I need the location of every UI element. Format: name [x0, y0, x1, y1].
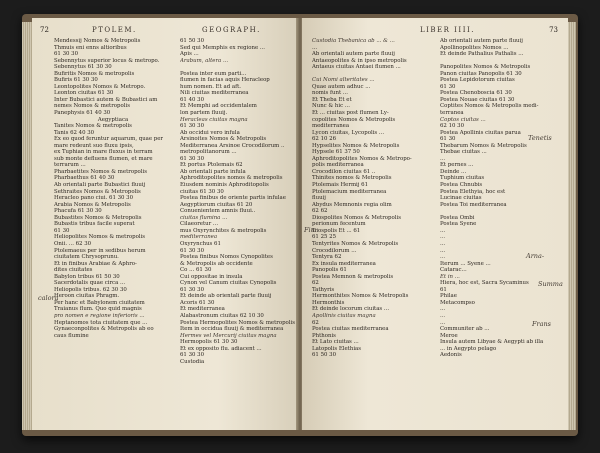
- text-line: Pharbaethus 61 40 30: [54, 175, 115, 182]
- text-line: Hermonthis: [312, 299, 345, 306]
- text-line: Catarac...: [440, 267, 467, 274]
- text-line: Postea Toi mediterranea: [440, 201, 507, 208]
- text-line: ex Tuphian in mare fluxus in terram: [54, 149, 153, 156]
- text-line: Postea Lepidotorum ciuitas: [440, 77, 515, 84]
- text-line: Postea Syene: [440, 221, 477, 228]
- text-line: Lucinae ciuitas: [440, 195, 482, 202]
- text-line: Pharbaetites Nomos & metropolis: [54, 168, 147, 175]
- text-line: Tanis 62 40 30: [54, 129, 95, 136]
- text-line: ...: [440, 234, 446, 241]
- text-line: Ab orientali autem parte fluuij: [312, 51, 395, 58]
- text-line: 62 10 26: [312, 136, 337, 143]
- text-line: 61 30 30: [180, 123, 205, 130]
- text-line: Cui oppositae in insula: [180, 273, 243, 280]
- text-line: Apis ...: [180, 51, 199, 58]
- text-line: Postea Hermopolites Nomos & metropolis: [180, 319, 296, 326]
- text-line: Acoris 61 30: [180, 299, 215, 306]
- text-line: Alabastronum ciuitas 62 10 30: [180, 312, 264, 319]
- text-line: Et deinde ab orientali parte fluuij: [180, 293, 272, 300]
- text-line: Apollinis ciuitas magna: [312, 312, 376, 319]
- text-line: Antaeus ciuitas Antaei flumen ...: [312, 64, 401, 71]
- text-line: & Metropolis ab occidente: [180, 260, 253, 267]
- text-line: Postea finibus Nomos Cynopolites: [180, 254, 273, 261]
- page-number: 73: [549, 26, 558, 34]
- text-line: 61 30: [54, 227, 70, 234]
- margin-note: Fin:: [304, 226, 317, 234]
- text-line: Postea Memnon & metropolis: [312, 273, 394, 280]
- text-line: pro nomen e regione inferioris ...: [54, 312, 145, 319]
- text-line: ciuitas 61 30 30: [180, 188, 224, 195]
- text-line: Metacompso: [440, 299, 475, 306]
- text-line: Leontopolites Nomos & Metropo.: [54, 83, 146, 90]
- text-line: 61 50 30: [180, 38, 205, 44]
- text-line: Sacerdotalis quae circa ...: [54, 280, 126, 287]
- text-line: polis mediterranea: [312, 162, 364, 169]
- text-line: nemes Nomos & metropolis: [54, 103, 130, 110]
- text-line: Nunc & hic ...: [312, 103, 350, 110]
- text-line: terranea: [440, 110, 464, 117]
- text-line: metropolitanorum ...: [180, 149, 237, 156]
- text-line: Ab occidui vero infula: [180, 129, 240, 136]
- text-line: Ex eo quod feruntur aquarum, quae per: [54, 136, 163, 143]
- text-line: Tuphium ciuitas: [440, 175, 485, 182]
- text-line: caus flumine: [54, 332, 89, 339]
- text-line: Crocodilon ciuitas 61 ..: [312, 168, 376, 175]
- text-line: Ptolemacium mediterranea: [312, 188, 387, 195]
- text-line: Hypselites Nomos & Metropolis: [312, 142, 400, 149]
- text-line: Oxyrynchus 61: [180, 240, 221, 247]
- text-line: ciuitatem Chrysoprunu.: [54, 254, 119, 261]
- running-header-left: PTOLEM.: [92, 26, 137, 34]
- text-line: Co ... 61 30: [180, 267, 212, 274]
- text-line: Aegyptiaca: [97, 116, 129, 123]
- text-line: Ex insula mediterranea: [312, 260, 376, 267]
- text-line: fluuij: [312, 195, 326, 202]
- text-line: Sed qui Memphis ex regione ...: [180, 44, 266, 51]
- text-line: 61 25 25: [312, 234, 337, 241]
- text-line: Et in ...: [440, 273, 460, 280]
- text-line: Cynon vel Canum ciuitas Cynopolis: [180, 280, 277, 287]
- text-line: 62: [312, 280, 319, 287]
- text-line: 61 30 30: [180, 247, 205, 254]
- text-line: ...: [440, 247, 446, 254]
- text-line: ... in Aegypto pelago: [440, 345, 497, 352]
- text-line: Ptolemais Hermij 61: [312, 182, 369, 189]
- text-line: ...: [440, 227, 446, 234]
- text-line: Gynaeconpolites & Metropolis ab eo: [54, 326, 154, 333]
- running-header: LIBER IIII.: [420, 26, 475, 34]
- text-line: 62 62: [312, 208, 328, 215]
- text-line: Insula autem Libyae & Aegypti ab illa: [440, 339, 544, 346]
- text-line: mus Oxyrynchites & metropolis: [180, 227, 267, 234]
- text-line: 61 30 30: [180, 352, 205, 359]
- text-line: Et Memphi ad occidentalem: [180, 103, 257, 110]
- text-line: Tanites Nomos & metropolis: [54, 123, 132, 130]
- text-line: Postea Elethyia, hoc est: [440, 188, 506, 195]
- text-line: Heroon ciuitas Phragm.: [54, 293, 120, 300]
- margin-note: Tenetis: [528, 134, 552, 142]
- text-line: Traianus flum. Quo quid magnis: [54, 306, 142, 313]
- text-line: ...: [440, 306, 446, 313]
- text-line: Item in occidua fluuij & mediterranea: [180, 326, 284, 333]
- text-line: Hermes vel Mercurij ciuitas magna: [180, 332, 277, 339]
- page-edges-left: [22, 22, 32, 430]
- text-line: 62 10 30: [440, 123, 465, 130]
- text-line: copolites Nomos & Metropolis: [312, 116, 396, 123]
- text-line: Et ex opposito flu. adiacent ...: [180, 345, 262, 352]
- text-line: Cui Nomi alteritates ...: [312, 77, 375, 84]
- text-line: Bubastites Nomos & Metropolis: [54, 214, 142, 221]
- text-line: Mediterranea Arsinoe Crocodilorum ..: [180, 142, 285, 149]
- text-line: Panephysis 61 40 30: [54, 110, 111, 117]
- text-line: Thmuis eni enns altioribus: [54, 44, 127, 51]
- text-line: Coptites Nomos & Metropolis medi-: [440, 103, 539, 110]
- text-line: Et mediterranea: [180, 306, 225, 313]
- text-line: 61 30 30: [180, 155, 205, 162]
- text-line: hum nomen. Et ad aft.: [180, 83, 241, 90]
- text-line: Et deinde locorum ciuitas ...: [312, 306, 390, 313]
- page-number: 72: [40, 26, 49, 34]
- text-line: ...: [440, 254, 446, 261]
- text-line: Postea Ombi: [440, 214, 475, 221]
- text-line: Coptos ciuitas ...: [440, 116, 486, 123]
- text-line: Sethraites Nomos & Metropolis: [54, 188, 141, 195]
- text-line: Thebae ciuitas ...: [440, 149, 487, 156]
- text-line: Hypsele 61 37 50: [312, 149, 360, 156]
- text-line: ...: [312, 44, 318, 51]
- text-line: Custodia Thebanica ab ... & ...: [312, 38, 395, 44]
- text-line: sub monte defluens flumen, et mare: [54, 155, 153, 162]
- text-line: Aphroditopolites Nomos & Metropo-: [312, 155, 412, 162]
- text-line: mediterranea: [180, 234, 218, 241]
- text-line: Postea inter eum parti...: [180, 70, 247, 77]
- text-line: Philae: [440, 293, 457, 300]
- text-line: dites ciuitates: [54, 267, 93, 274]
- text-line: ...: [440, 312, 446, 319]
- text-line: ...: [440, 319, 446, 326]
- text-line: Panopolites Nomos & Metropolis: [440, 64, 531, 71]
- text-line: Postea Apollinis ciuitas parua: [440, 129, 521, 136]
- text-line: Babylon tribus 61 50 30: [54, 273, 120, 280]
- text-line: Mendessij Nomos & Metropolis: [54, 38, 141, 44]
- text-line: Ab orientali autem parte fluuij: [440, 38, 523, 44]
- text-line: mediterranea: [312, 123, 350, 130]
- text-line: 62: [312, 319, 319, 326]
- text-line: Heracleo pano ciui. 61 30 30: [54, 195, 134, 202]
- text-line: flumen in facias aquis Heracleop: [180, 77, 270, 84]
- text-line: Thinites nomos & Metropolis: [312, 175, 392, 182]
- text-line: Et portus Ptolemais 62: [180, 162, 243, 169]
- text-line: Meroe: [440, 332, 458, 339]
- text-line: Per hanc et Babylonem ciuitatem: [54, 299, 145, 306]
- text-column-2: [440, 38, 558, 359]
- text-line: Diospolis Et ... 61: [312, 227, 361, 234]
- text-line: 61: [440, 286, 447, 293]
- text-line: Arabum, altera ...: [180, 57, 229, 64]
- text-line: Panopolis 61: [312, 267, 347, 274]
- text-line: Panon ciuitas Panopolis 61 30: [440, 70, 522, 77]
- text-line: Aegyptiorum ciuitas 61 20: [180, 201, 253, 208]
- text-line: Et Theba Et et: [312, 96, 352, 103]
- text-line: Bufiritis Nomos & metropolis: [54, 70, 135, 77]
- text-line: Et ... ciuitas post flumen Ly-: [312, 110, 389, 117]
- right-page: [302, 18, 568, 430]
- text-line: Abydus Memnonis regia olim: [312, 201, 392, 208]
- text-line: Hiera, hoc est, Sacra Sycaminus: [440, 280, 529, 287]
- text-line: Et Lato ciuitas ...: [312, 339, 359, 346]
- text-line: Tentyrites Nomos & Metropolis: [312, 240, 399, 247]
- text-line: Antaeopolites & in ipso metropolis: [312, 57, 407, 64]
- running-header-right: GEOGRAPH.: [202, 26, 261, 34]
- text-line: Et deinde Pathalius Pathalis ...: [440, 51, 524, 58]
- text-line: Diospolites Nomos & Metropolis: [312, 214, 401, 221]
- text-line: Hermopolis 61 30 30: [180, 339, 238, 346]
- text-line: Hermonthites Nomos & Metropolis: [312, 293, 409, 300]
- text-line: Ab orientali parte Bubastici fluuij: [54, 182, 146, 189]
- text-line: Ab orientali parte infula: [180, 168, 246, 175]
- text-line: Heliopolis tribus. 62 30 30: [54, 286, 127, 293]
- text-line: Tentyra 62: [312, 254, 342, 261]
- text-line: 61 30 30: [54, 51, 79, 58]
- text-line: Postea Chenoboscia 61 30: [440, 90, 512, 97]
- text-line: Iterum ... Syene ...: [440, 260, 491, 267]
- text-line: Latopolis Elethias: [312, 345, 362, 352]
- text-line: Custodia: [180, 358, 205, 365]
- text-column-1: [54, 38, 172, 339]
- margin-note: Summa: [538, 280, 563, 288]
- text-line: Postea finibus de oriente partis infulae: [180, 195, 286, 202]
- text-line: Eiusdem nominis Aphroditopolis: [180, 182, 269, 189]
- text-line: Phthonis: [312, 332, 336, 339]
- text-line: nomis funt ...: [312, 90, 348, 97]
- text-column-1: [312, 38, 430, 359]
- text-line: Onii. ... 62 30: [54, 240, 92, 247]
- text-line: Lycon ciuitas, Lycopolis ...: [312, 129, 385, 136]
- margin-note: calora: [38, 294, 59, 302]
- text-line: Apollinopolites Nomos ...: [440, 44, 509, 51]
- text-line: Communiter ab ...: [440, 326, 490, 333]
- text-line: Crocodilorum ...: [312, 247, 357, 254]
- text-line: Heptanomos tota ciuitatem que ...: [54, 319, 148, 326]
- text-line: Deinde ...: [440, 168, 467, 175]
- text-line: lon partem fluuij.: [180, 110, 228, 117]
- text-line: ciuitas flumina ...: [180, 214, 228, 221]
- text-line: 61 30: [440, 136, 456, 143]
- text-line: Et pernes ...: [440, 162, 474, 169]
- text-line: 61 30 30: [180, 286, 205, 293]
- text-line: Sebennytus superior locus & metropo.: [54, 57, 160, 64]
- text-line: Bufiris 61 30 30: [54, 77, 98, 84]
- text-line: Aedonis: [440, 352, 462, 359]
- text-line: 61 40 30: [180, 96, 205, 103]
- text-line: Arsinoites Nomos & Metropolis: [180, 136, 267, 143]
- text-line: Leonton ciuitas 61 30: [54, 90, 114, 97]
- text-line: Et in finibus Arabiae & Aphro-: [54, 260, 137, 267]
- text-line: Postea ciuitas mediterranea: [312, 326, 389, 333]
- text-line: Quae autem adhuc ...: [312, 83, 371, 90]
- left-page: [32, 18, 298, 430]
- text-line: Bubastis tribus facile superat: [54, 221, 135, 228]
- text-line: Postea Chnubis: [440, 182, 483, 189]
- text-line: Postea Nouae ciuitas 61 30: [440, 96, 515, 103]
- text-line: Inter Bubastici autem & Bubastici am: [54, 96, 158, 103]
- text-line: terrarum ...: [54, 162, 86, 169]
- text-line: Cilaeoretur ...: [180, 221, 219, 228]
- text-line: ...: [440, 155, 446, 162]
- text-line: Nili ciuitas mediterranea: [180, 90, 249, 97]
- text-column-2: [180, 38, 298, 365]
- text-line: Thebarum Nomos & Metropolis: [440, 142, 527, 149]
- text-line: perionum fecentum: [312, 221, 366, 228]
- text-line: ...: [440, 240, 446, 247]
- text-line: Ptolemaeus per in sedibus herum: [54, 247, 146, 254]
- text-line: Heracleas ciuitas magna: [180, 116, 248, 123]
- text-line: 61 50 30: [312, 352, 337, 359]
- text-line: Heliopolites Nomos & metropolis: [54, 234, 146, 241]
- text-line: mare redeunt suo fluxu ipsis,: [54, 142, 134, 149]
- text-line: Tathyris: [312, 286, 335, 293]
- text-line: Aphroditopolites nomos & metropolis: [180, 175, 283, 182]
- text-line: 61 30: [440, 83, 456, 90]
- margin-note: Arna-: [526, 252, 545, 260]
- text-line: Conuenientem amnis fluui..: [180, 208, 256, 215]
- text-line: Phacufa 61 30 30: [54, 208, 102, 215]
- text-line: Sebennytus 61 30 30: [54, 64, 112, 71]
- margin-note: Frans: [532, 320, 552, 328]
- text-line: Arabia Nomos & Metropolis: [54, 201, 131, 208]
